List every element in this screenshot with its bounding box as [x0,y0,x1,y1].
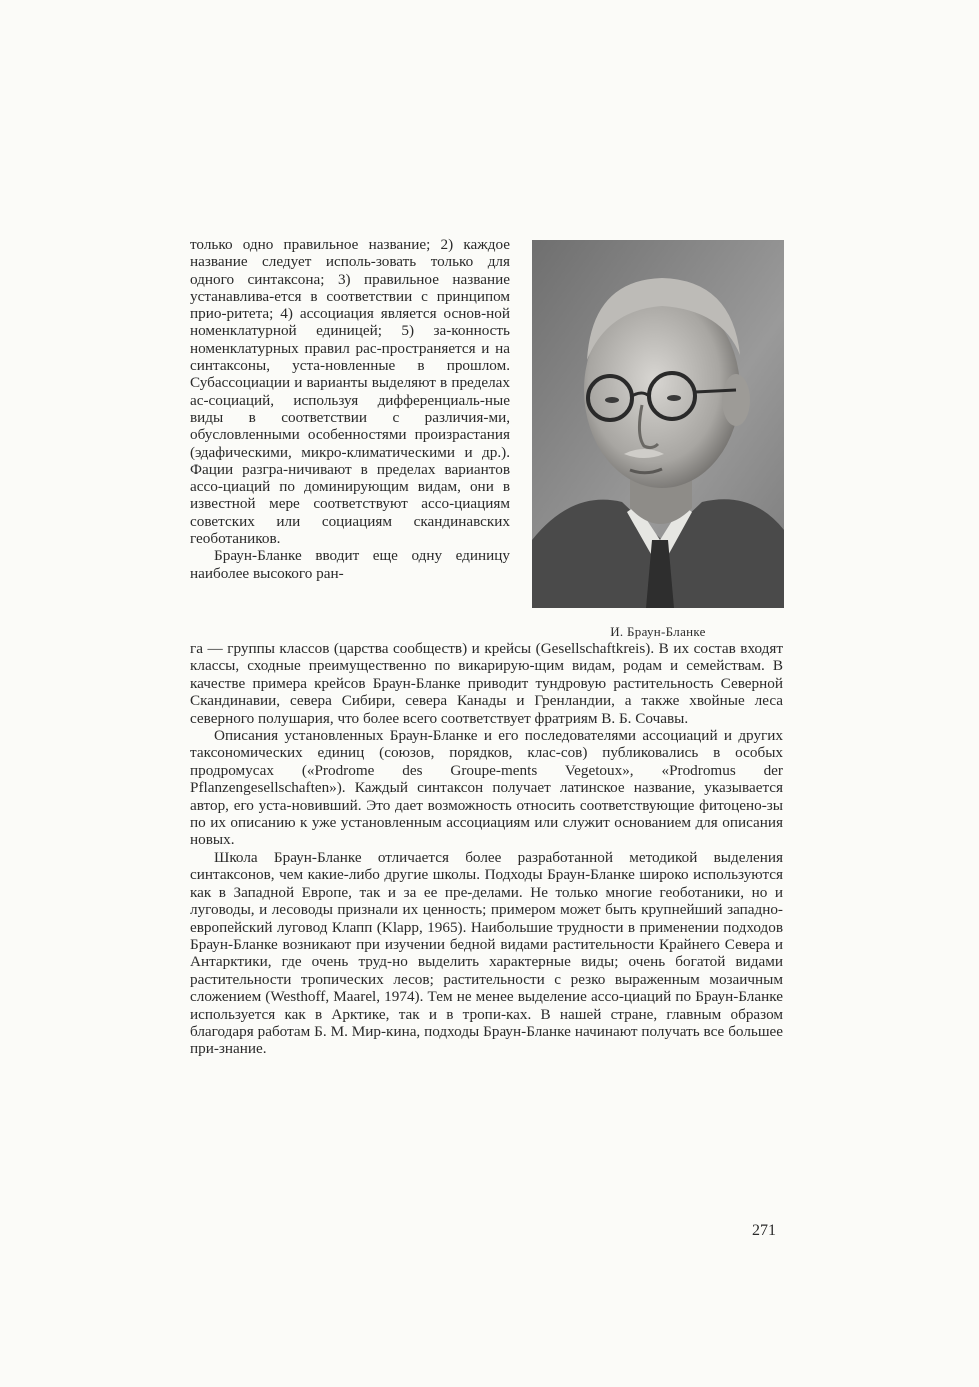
portrait-image [532,240,784,608]
paragraph-2-rest: га — группы классов (царства сообществ) и крейсы (Gesellschaftkreis). В их состав входят классы, сходные преимущественно по викарирую-щим видам, родам и семействам. В качестве примера крейсов Браун-Бланке приводит тундровую растительность Северной Скандинавии, севера Сибири, севера Канады и Гренландии, а также хвойные леса северного полушария, что более всего соответствует фратриям В. Б. Сочавы. [190,640,783,727]
portrait-caption: И. Браун-Бланке [610,624,706,639]
paragraph-2-start: Браун-Бланке вводит еще одну единицу наиболее высокого ран- [190,547,510,582]
portrait-photo [532,240,784,608]
paragraph-4: Школа Браун-Бланке отличается более разработанной методикой выделения синтаксонов, чем какие-либо другие школы. Подходы Браун-Бланке широко используются как в Западной Европе, так и за ее пре-делами. Не только многие геоботаники, но и луговоды, и лесоводы признали их ценность; примером может быть крупнейший западно-европейский луговод Клапп (Klapp, 1965). Наибольшие трудности в применении подходов Браун-Бланке возникают при изучении бедной видами растительности Крайнего Севера и Антарктики, где очень труд-но выделить характерные виды; очень богатой видами растительности тропических лесов; растительности с резко выраженным мозаичным сложением (Westhoff, Maarel, 1974). Тем не менее выделение ассо-циаций по Браун-Бланке используется как в Арктике, так и в тропи-ках. В нашей стране, главным образом благодаря работам Б. М. Мир-кина, подходы Браун-Бланке начинают получать все большее при-знание. [190,848,783,1058]
narrow-text-column [190,236,510,582]
paragraph-1: только одно правильное название; 2) каждое название следует исполь-зовать только для одного синтаксона; 3) правильное название устанавлива-ется в соответствии с принципом прио-ритета; 4) ассоциация является основ-ной номенклатурной единицей; 5) за-конность номенклатурных правил рас-пространяется и на синтаксоны, уста-новленные в прошлом. Субассоциации и варианты выделяют в пределах ас-социаций, используя дифференциаль-ные виды в соответствии с различия-ми, обусловленными особенностями произрастания (эдафическими, микро-климатическими и др.). Фации разгра-ничивают в пределах вариантов ассо-циаций по доминирующим видам, они в известной мере соответствуют ассо-циациям советских или социациям скандинавских геоботаников. [190,236,510,548]
paragraph-3: Описания установленных Браун-Бланке и его последователями ассоциаций и других таксономических единиц (союзов, порядков, клас-сов) публиковались в особых продромусах («Prodrome des Groupe-ments Vegetoux», «Prodromus der Pflanzengesellschaften»). Каждый синтаксон получает латинское название, указывается автор, его уста-новивший. Это дает возможность относить соответствующие фитоцено-зы по их описанию к уже установленным ассоциациям или служит основанием для описания новых. [190,727,783,849]
page-number: 271 [752,1222,776,1239]
full-text-column [190,640,783,1058]
